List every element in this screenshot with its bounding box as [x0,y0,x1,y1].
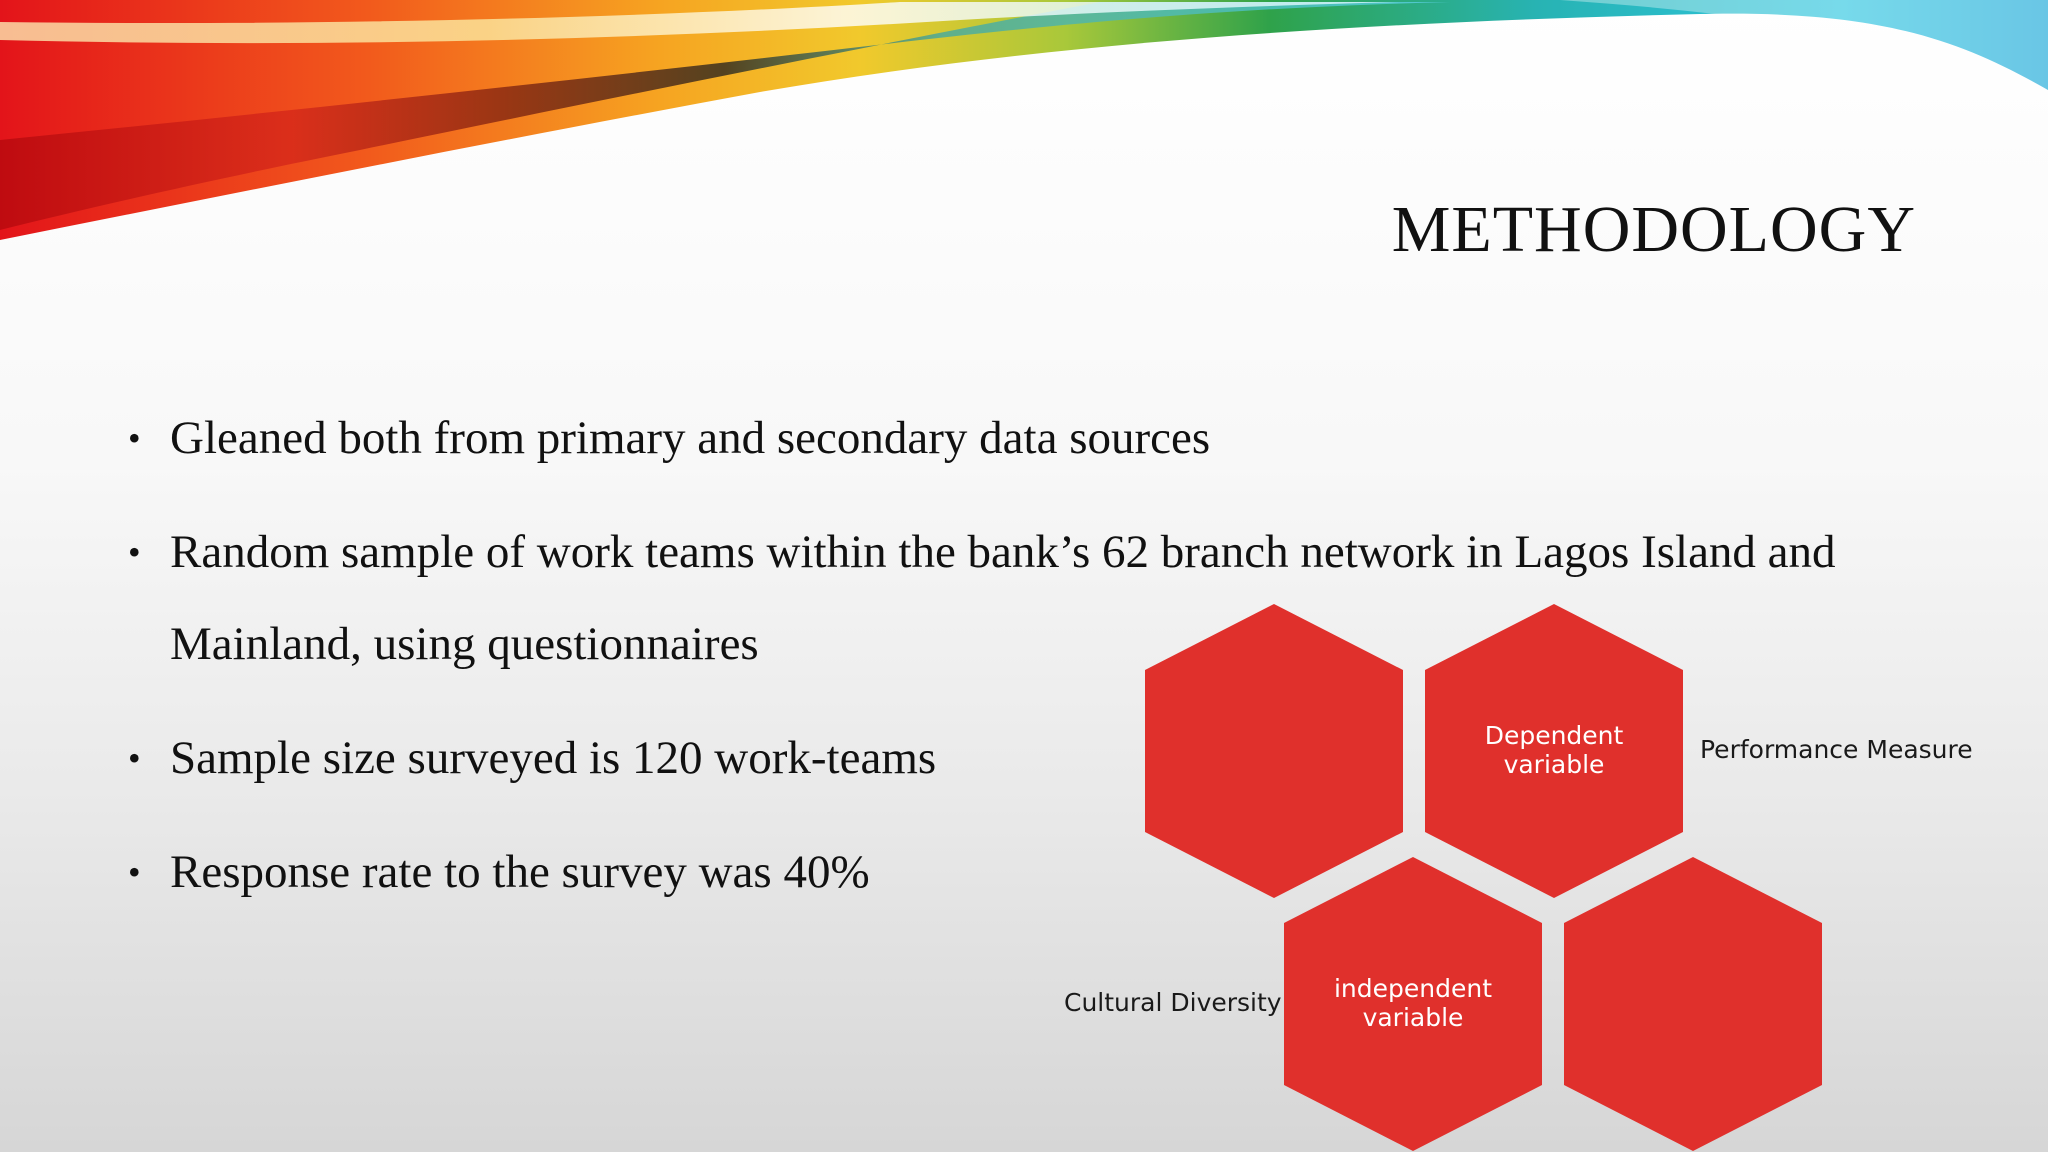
dependent-variable-label [1444,721,1664,779]
hexagon-top-left [1145,604,1403,898]
bullet-marker: • [128,532,141,572]
bullet-text: Sample size surveyed is 120 work-teams [170,732,937,784]
bullet-text: Gleaned both from primary and secondary data sources [170,412,1211,464]
hex-label-line: independent [1333,974,1493,1003]
hex-label-line: variable [1362,1003,1464,1032]
bullet-marker: • [128,418,141,458]
bullet-marker: • [128,852,141,892]
bullet-marker: • [128,738,141,778]
performance-measure-label: Performance Measure [1700,735,1973,764]
slide-title: METHODOLOGY [1391,193,1916,266]
bullet-text: Response rate to the survey was 40% [170,846,870,898]
hex-label-line: Dependent [1484,721,1624,750]
cultural-diversity-label: Cultural Diversity [1064,988,1282,1017]
bullet-text: Random sample of work teams within the bank’s 62 branch network in Lagos Island and Mainland, using questionnaires [170,526,1836,670]
hexagon-bottom-right [1564,857,1822,1151]
independent-variable-label [1303,974,1523,1032]
hex-label-line: variable [1503,750,1605,779]
